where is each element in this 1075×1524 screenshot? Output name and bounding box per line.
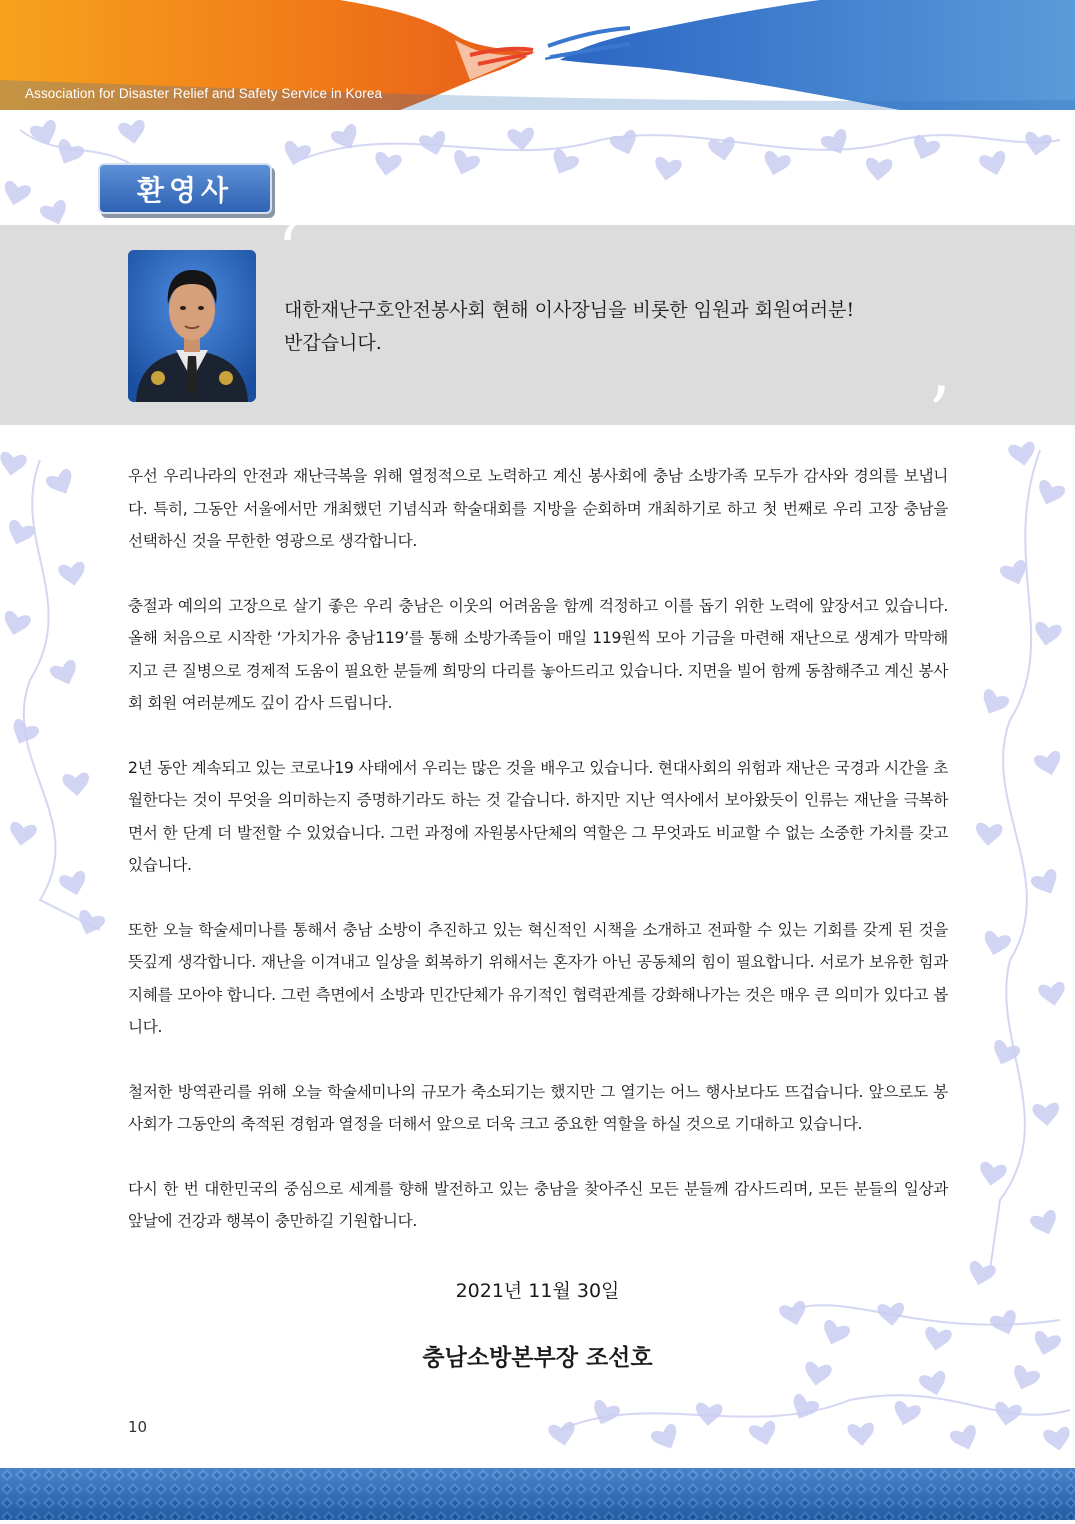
header-banner — [0, 0, 1075, 110]
body-paragraph: 충절과 예의의 고장으로 살기 좋은 우리 충남은 이웃의 어려움을 함께 걱정하고 이를 돕기 위한 노력에 앞장서고 있습니다. 올해 처음으로 시작한 ‘가치가유 충남119’를 통해 소방가족들이 매일 119원씩 모아 기금을 마련해 재난으로 생계가 막막해지고 큰 질병으로 경제적 도움이 필요한 분들께 희망의 다리를 놓아드리고 있습니다. 지면을 빌어 함께 동참해주고 계신 봉사회 회원 여러분께도 깊이 감사 드립니다. — [128, 596, 948, 712]
letter-date: 2021년 11월 30일 — [455, 1280, 620, 1302]
open-quote-icon: ‘ — [277, 210, 300, 292]
body-paragraph: 우선 우리나라의 안전과 재난극복을 위해 열정적으로 노력하고 계신 봉사회에 충남 소방가족 모두가 감사와 경의를 보냅니다. 특히, 그동안 서울에서만 개최했던 기념식과 학술대회를 지방을 순회하며 개최하기로 하고 첫 번째로 우리 고장 충남을 선택하신 것을 무한한 영광으로 생각합니다. — [128, 467, 948, 550]
body-paragraph: 2년 동안 계속되고 있는 코로나19 사태에서 우리는 많은 것을 배우고 있습니다. 현대사회의 위험과 재난은 국경과 시간을 초월한다는 것이 무엇을 의미하는지 증명하기라도 하는 것 같습니다. 하지만 지난 역사에서 보아왔듯이 인류는 재난을 극복하면서 한 단계 더 발전할 수 있었습니다. 그런 과정에 자원봉사단체의 역할은 그 무엇과도 비교할 수 없는 소중한 가치를 갖고 있습니다. — [128, 758, 948, 874]
signature: 충남소방본부장 조선호 — [422, 1345, 653, 1371]
person-portrait-icon — [128, 250, 256, 402]
body-paragraph: 철저한 방역관리를 위해 오늘 학술세미나의 규모가 축소되기는 했지만 그 열기는 어느 행사보다도 뜨겁습니다. 앞으로도 봉사회가 그동안의 축적된 경험과 열정을 더해서 앞으로 더욱 크고 중요한 역할을 하실 것으로 기대하고 있습니다. — [128, 1082, 948, 1133]
body-paragraph: 다시 한 번 대한민국의 중심으로 세계를 향해 발전하고 있는 충남을 찾아주신 모든 분들께 감사드리며, 모든 분들의 일상과 앞날에 건강과 행복이 충만하길 기원합니다. — [128, 1179, 948, 1230]
page-number: 10 — [128, 1418, 148, 1436]
greeting-line: 대한재난구호안전봉사회 현해 이사장님을 비롯한 임원과 회원여러분! — [284, 299, 855, 321]
diamond-pattern-graphic — [0, 1468, 1075, 1520]
greeting-line: 반갑습니다. — [284, 332, 382, 354]
greeting-text — [284, 294, 964, 360]
section-title: 환영사 — [98, 163, 272, 214]
close-quote-icon: ’ — [928, 372, 951, 454]
letter-body — [128, 460, 948, 1270]
body-paragraph: 또한 오늘 학술세미나를 통해서 충남 소방이 추진하고 있는 혁신적인 시책을 소개하고 전파할 수 있는 기회를 갖게 된 것을 뜻깊게 생각합니다. 재난을 이겨내고 일상을 회복하기 위해서는 혼자가 아닌 공동체의 힘이 필요합니다. 서로가 보유한 힘과 지혜를 모아야 합니다. 그런 측면에서 소방과 민간단체가 유기적인 협력관계를 강화해나가는 것은 매우 큰 의미가 있다고 봅니다. — [128, 920, 948, 1036]
footer-pattern-bar — [0, 1468, 1075, 1520]
portrait-photo — [128, 250, 256, 402]
organization-name: Association for Disaster Relief and Safety Service in Korea — [25, 86, 383, 101]
